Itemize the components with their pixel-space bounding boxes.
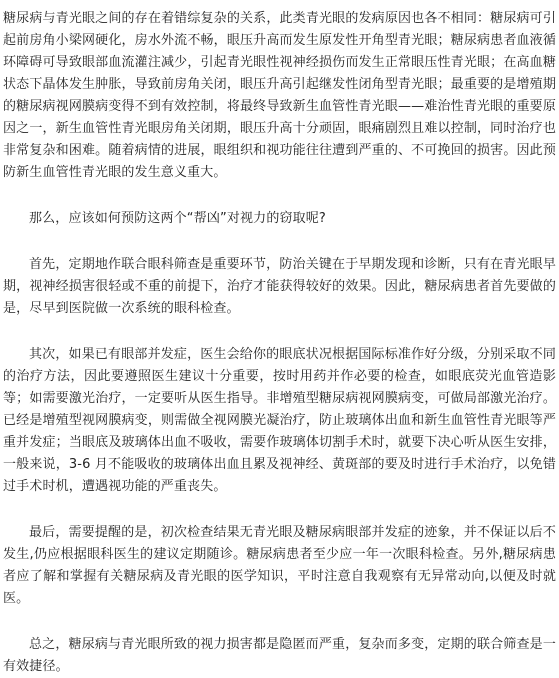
paragraph-conclusion: 总之，糖尿病与青光眼所致的视力损害都是隐匿而严重，复杂而多变，定期的联合筛查是一有效捷径。	[3, 637, 556, 674]
paragraph-second: 其次，如果已有眼部并发症，医生会给你的眼底状况根据国际标准作好分级，分别采取不同的治疗方法，因此要遵照医生建议十分重要，按时用药并作必要的检查，如眼底荧光血管造影等；如需要激光治疗，一定要听从医生指导。非增殖型糖尿病视网膜病变，可做局部激光治疗。已经是增殖型视网膜病变，则需做全视网膜光凝治疗，防止玻璃体出血和新生血管性青光眼等严重并发症；当眼底及玻璃体出血不吸收，需要作玻璃体切割手术时，就要下决心听从医生安排，一般来说，3-6 月不能吸收的玻璃体出血且累及视神经、黄斑部的要及时进行手术治疗，以免错过手术时机，遭遇视功能的严重丧失。	[3, 347, 556, 494]
paragraph-question: 那么，应该如何预防这两个“帮凶”对视力的窃取呢?	[29, 211, 326, 226]
paragraph-intro: 糖尿病与青光眼之间的存在着错综复杂的关系，此类青光眼的发病原因也各不相同：糖尿病可引起前房角小梁网硬化，房水外流不畅，眼压升高而发生原发性开角型青光眼；糖尿病患者血液循环障碍可导致眼部血流灌注减少，引起青光眼性视神经损伤而发生正常眼压性青光眼；在高血糖状态下晶体发生肿胀，导致前房角关闭，眼压升高引起继发性闭角型青光眼；最重要的是增殖期的糖尿病视网膜病变得不到有效控制，将最终导致新生血管性青光眼——难治性青光眼的重要原因之一，新生血管性青光眼房角关闭期，眼压升高十分顽固，眼痛剧烈且难以控制，同时治疗也非常复杂和困难。随着病情的进展，眼组织和视功能往往遭到严重的、不可挽回的损害。因此预防新生血管性青光眼的发生意义重大。	[3, 11, 556, 180]
paragraph-first: 首先，定期地作联合眼科筛查是重要环节，防治关键在于早期发现和诊断，只有在青光眼早期，视神经损害很轻或不重的前提下，治疗才能获得较好的效果。因此，糖尿病患者首先要做的是，尽早到医院做一次系统的眼科检查。	[3, 257, 556, 316]
paragraph-finally: 最后，需要提醒的是，初次检查结果无青光眼及糖尿病眼部并发症的迹象，并不保证以后不发生,仍应根据眼科医生的建议定期随诊。糖尿病患者至少应一年一次眼科检查。另外,糖尿病患者应了解和掌握有关糖尿病及青光眼的医学知识，平时注意自我观察有无异常动向,以便及时就医。	[3, 525, 556, 606]
